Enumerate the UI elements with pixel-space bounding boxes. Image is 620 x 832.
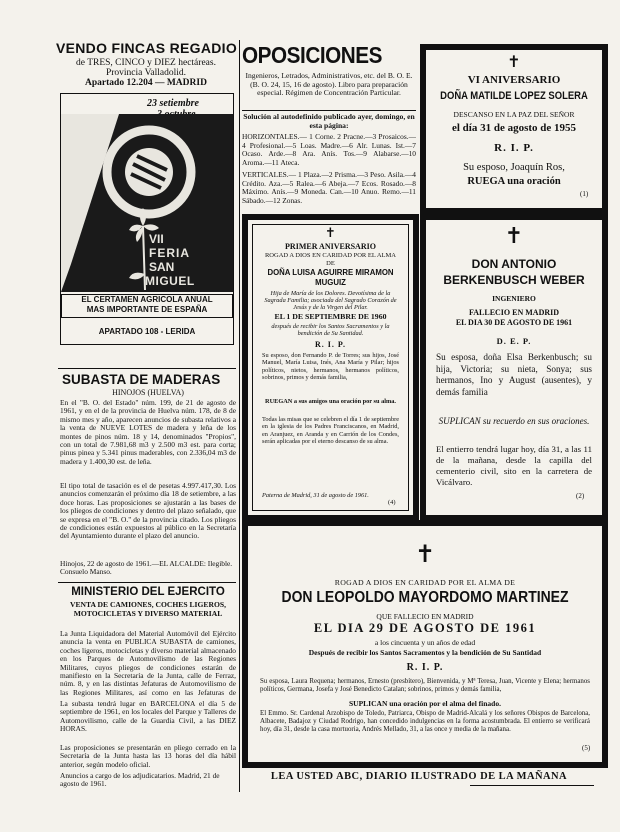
oposiciones-intro: Ingenieros, Letrados, Administrativos, etc. del B. O. E. (B. O. 24, 15, 16 de agosto). Libro para preparación especial. Régimen de Concentración Particular. — [245, 72, 413, 98]
ministerio-ad — [60, 586, 236, 791]
footer-banner: LEA USTED ABC, DIARIO ILUSTRADO DE LA MAÑANA — [270, 770, 568, 782]
cross-icon: ✝ — [507, 52, 521, 71]
berkenbusch-rip: D. E. P. — [496, 336, 532, 346]
oposiciones-divider — [242, 110, 416, 111]
berkenbusch-date: EL DIA 30 DE AGOSTO DE 1961 — [455, 318, 573, 327]
lopez-rip: R. I. P. — [494, 142, 534, 154]
ministerio-body-2: La subasta tendrá lugar en BARCELONA el día 5 de septiembre de 1961, en los locales del Parque y Talleres de Automovilismo, calle de la Guardia Civil, a las DIEZ HORAS. — [60, 700, 236, 734]
aguirre-ask: RUEGAN a sus amigos una oración por su alma. — [265, 398, 396, 405]
berkenbusch-name: DON ANTONIO BERKENBUSCH WEBER — [443, 257, 585, 287]
feria-certamen-1: EL CERTAMEN AGRICOLA ANUAL — [81, 295, 213, 304]
oposiciones-title: OPOSICIONES — [242, 42, 382, 68]
subasta-footer: Hinojos, 22 de agosto de 1961.—EL ALCALDE: Ilegible. Consuelo Manso. — [60, 560, 233, 577]
lopez-ask: RUEGA una oración — [467, 176, 561, 187]
fincas-headline: VENDO FINCAS REGADIO — [56, 40, 238, 56]
berkenbusch-ref: (2) — [576, 492, 585, 500]
mayordomo-name: DON LEOPOLDO MAYORDOMO MARTINEZ — [281, 589, 569, 606]
cross-icon: ✝ — [504, 224, 524, 249]
column-divider-left — [239, 40, 240, 792]
fincas-province: Provincia Valladolid. — [105, 68, 187, 78]
mayordomo-date: EL DIA 29 DE AGOSTO DE 1961 — [313, 621, 537, 635]
esquela-berkenbusch — [420, 214, 608, 521]
mayordomo-died: QUE FALLECIO EN MADRID — [376, 612, 474, 621]
berkenbusch-died: FALLECIO EN MADRID — [468, 308, 560, 317]
feria-title-san: SAN — [149, 260, 175, 274]
lopez-label: VI ANIVERSARIO — [467, 74, 561, 86]
left-divider-1 — [58, 368, 236, 369]
mayordomo-body: Su esposa, Laura Requena; hermanos, Ernesto (presbítero), Bienvenida, y Mª Teresa, Juan, Vicente y Elena; hermanos políticos, Germana, Josefa y José Benedicto Catalan; sobrinos, primos y demás familia, — [260, 678, 590, 694]
ministerio-body: La Junta Liquidadora del Material Automóvil del Ejército anuncia la venta en PUBLICA SUBASTA de camiones, coches ligeros, motocicletas y diverso material almacenado en los Parques de Automovilismo de las Regiones Militares, cuyos pliegos de condiciones estarán de manifiesto en la Secretaría de la Junta, calle de Ferraz, núm. 8, y en las distintas Jefaturas de Automovilismo de las Regiones Militares, así como en las Jefaturas de — [60, 630, 236, 697]
ministerio-sub: VENTA DE CAMIONES, COCHES LIGEROS, MOTOCICLETAS Y DIVERSO MATERIAL — [70, 600, 226, 618]
feria-poster — [60, 93, 234, 345]
aguirre-name: DOÑA LUISA AGUIRRE MIRAMON MUGUIZ — [267, 268, 394, 287]
lopez-date: el día 31 de agosto de 1955 — [451, 122, 577, 134]
lopez-ref: (1) — [580, 190, 589, 198]
esquela-aguirre — [242, 214, 419, 521]
feria-dates-1: 23 setiembre — [147, 98, 199, 109]
lopez-family: Su esposo, Joaquín Ros, — [463, 162, 565, 173]
ministerio-title: MINISTERIO DEL EJERCITO — [71, 586, 225, 598]
subasta-body-2: El tipo total de tasación es el de pesetas 4.997.417,30. Los anuncios comenzarán el próximo día 18 de setiembre, a las doce horas. Las proposiciones se ajustarán a las bases de los pliegos de condiciones y dentro del plazo señalado, que se expresa en el "B. O." de la provincia citado. Los pliegos de condiciones están expuestos al público en la Secretaría del Ayuntamiento durante el plazo del anuncio. — [60, 482, 236, 541]
aguirre-footer: Paterna de Madrid, 31 de agosto de 1961. — [262, 492, 369, 499]
lopez-name: DOÑA MATILDE LOPEZ SOLERA — [440, 90, 588, 102]
oposiciones-solution-2: VERTICALES.— 1 Plaza.—2 Prisma.—3 Peso. Asila.—4 Crédito. Aza.—5 Ralea.—6 Abeja.—7 Ecos. Rosado.—8 Máximo. Anís.—9 Moneda. Can.—10 Anuo. Remo.—11 Sábado.—12 Zonas. — [242, 171, 416, 205]
aguirre-date: EL 1 DE SEPTIEMBRE DE 1960 — [274, 312, 387, 321]
berkenbusch-body: Su esposa, doña Elsa Berkenbusch; su hija, Victoria; su nieta, Sonya; sus hermanos, Ino y August (ausentes), y demás familia — [436, 352, 592, 397]
mayordomo-pre: ROGAD A DIOS EN CARIDAD POR EL ALMA DE — [334, 578, 516, 587]
oposiciones-solution: HORIZONTALES.— 1 Corne. 2 Pracne.—3 Prosaicos.—4 Profesional.—5 Loas. Madre.—6 Alr. Lunas. Ist.—7 Ocaso. Arde.—8 Ara. Anís. Tos.—9 Alabarse.—10 Aroma.—11 Ateca. — [242, 133, 416, 167]
mayordomo-ask: SUPLICAN una oración por el alma del finado. — [349, 699, 501, 708]
aguirre-body-2: Todas las misas que se celebren el día 1 de septiembre en la iglesia de los Padres Franciscanos, en Madrid, en Aranjuez, en Aranda y en Carrión de los Condes, serán aplicadas por el eterno descanso de su alma. — [262, 416, 399, 445]
fincas-address: Apartado 12.204 — MADRID — [85, 78, 207, 88]
subasta-ad — [60, 372, 236, 578]
mayordomo-age: a los cincuenta y un años de edad — [374, 638, 476, 647]
ministerio-footer: Anuncios a cargo de los adjudicatarios. Madrid, 21 de agosto de 1961. — [60, 772, 220, 789]
berkenbusch-title: INGENIERO — [492, 294, 536, 303]
cross-icon: ✝ — [414, 540, 436, 568]
aguirre-sacr: después de recibir los Santos Sacramentos y la bendición de Su Santidad. — [271, 323, 390, 338]
feria-emblem — [61, 114, 233, 294]
aguirre-pre: ROGAD A DIOS EN CARIDAD POR EL ALMA DE — [264, 252, 397, 267]
feria-apartado: APARTADO 108 - LERIDA — [98, 327, 196, 336]
feria-title-miguel: MIGUEL — [145, 274, 195, 288]
berkenbusch-ask: SUPLICAN su recuerdo en sus oraciones. — [438, 416, 590, 426]
mayordomo-rip: R. I. P. — [406, 662, 444, 673]
ministerio-body-3: Las proposiciones se presentarán en pliego cerrado en la Secretaría de la Junta hasta las 13 horas del día hábil anterior, según modelo oficial. — [60, 744, 236, 769]
aguirre-body: Su esposo, don Fernando P. de Torres; sus hijos, José Manuel, María Luisa, Inés, Ana María y Pilar; hijos políticos, nietos, hermanos, hermanos políticos, sobrinos, primos y demás familia, — [262, 352, 399, 381]
aguirre-rip: R. I. P. — [314, 340, 347, 349]
oposiciones-intro-2: Solución al autodefinido publicado ayer, domingo, en esta página: — [243, 113, 415, 130]
aguirre-sub: Hija de María de los Dolores. Devotísima de la Sagrada Familia; asociada del Sagrado Corazón de Jesús y de la Virgen del Pilar. — [264, 290, 397, 312]
esquela-mayordomo — [242, 520, 608, 768]
subasta-place: HINOJOS (HUELVA) — [112, 388, 184, 397]
feria-title-vii: VII — [149, 232, 164, 246]
feria-certamen-2: MAS IMPORTANTE DE ESPAÑA — [86, 305, 208, 314]
aguirre-ref: (4) — [388, 499, 396, 506]
left-divider-2 — [58, 582, 236, 583]
subasta-body: En el "B. O. del Estado" núm. 199, de 21 de agosto de 1961, y en el de la provincia de Huelva núm. 178, de 8 de mismo mes y año, aparecen anuncios de subasta relativos a la venta de NUEVE LOTES de madera y leña de los montes de pinos núm. 18 y 14, denominados "Propios", con un total de 7.981,68 m3 y 2.500 m3 est. para corta; pinus pinea y 5.341 pinus maderables, con 2.336,04 m3 de madera y 1.400,30 est. de leña. — [60, 399, 236, 466]
footer-underline — [470, 785, 594, 786]
feria-title-feria: FERIA — [149, 246, 190, 260]
feria-certamen-box — [61, 294, 233, 318]
lopez-line: DESCANSO EN LA PAZ DEL SEÑOR — [453, 110, 575, 119]
mayordomo-ref: (5) — [582, 744, 591, 752]
aguirre-label: PRIMER ANIVERSARIO — [285, 242, 376, 251]
oposiciones-ad — [242, 40, 416, 212]
subasta-title: SUBASTA DE MADERAS — [62, 372, 221, 387]
esquela-lopez-solera — [420, 44, 608, 214]
mayordomo-sacr: Después de recibir los Santos Sacramentos y la bendición de Su Santidad — [308, 648, 542, 657]
mayordomo-body-2: El Emmo. Sr. Cardenal Arzobispo de Toledo, Patriarca, Obispo de Madrid-Alcalá y los señores Obispos de Barcelona, Albacete, Badajoz y Ciudad Rodrigo, han concedido indulgencias en la forma acostumbrada. El entierro se verificará hoy, día 31, desde la casa mortuoria, Andrés Mellado, 31, a las once y media de la mañana. — [260, 710, 590, 734]
fincas-ad — [56, 40, 236, 92]
fincas-sub: de TRES, CINCO y DIEZ hectáreas. — [76, 58, 216, 68]
cross-icon: ✝ — [325, 226, 336, 241]
berkenbusch-body-2: El entierro tendrá lugar hoy, día 31, a las 11 de la mañana, desde la capilla del cementerio civil, sito en la carretera de Vicálvaro. — [436, 444, 592, 487]
